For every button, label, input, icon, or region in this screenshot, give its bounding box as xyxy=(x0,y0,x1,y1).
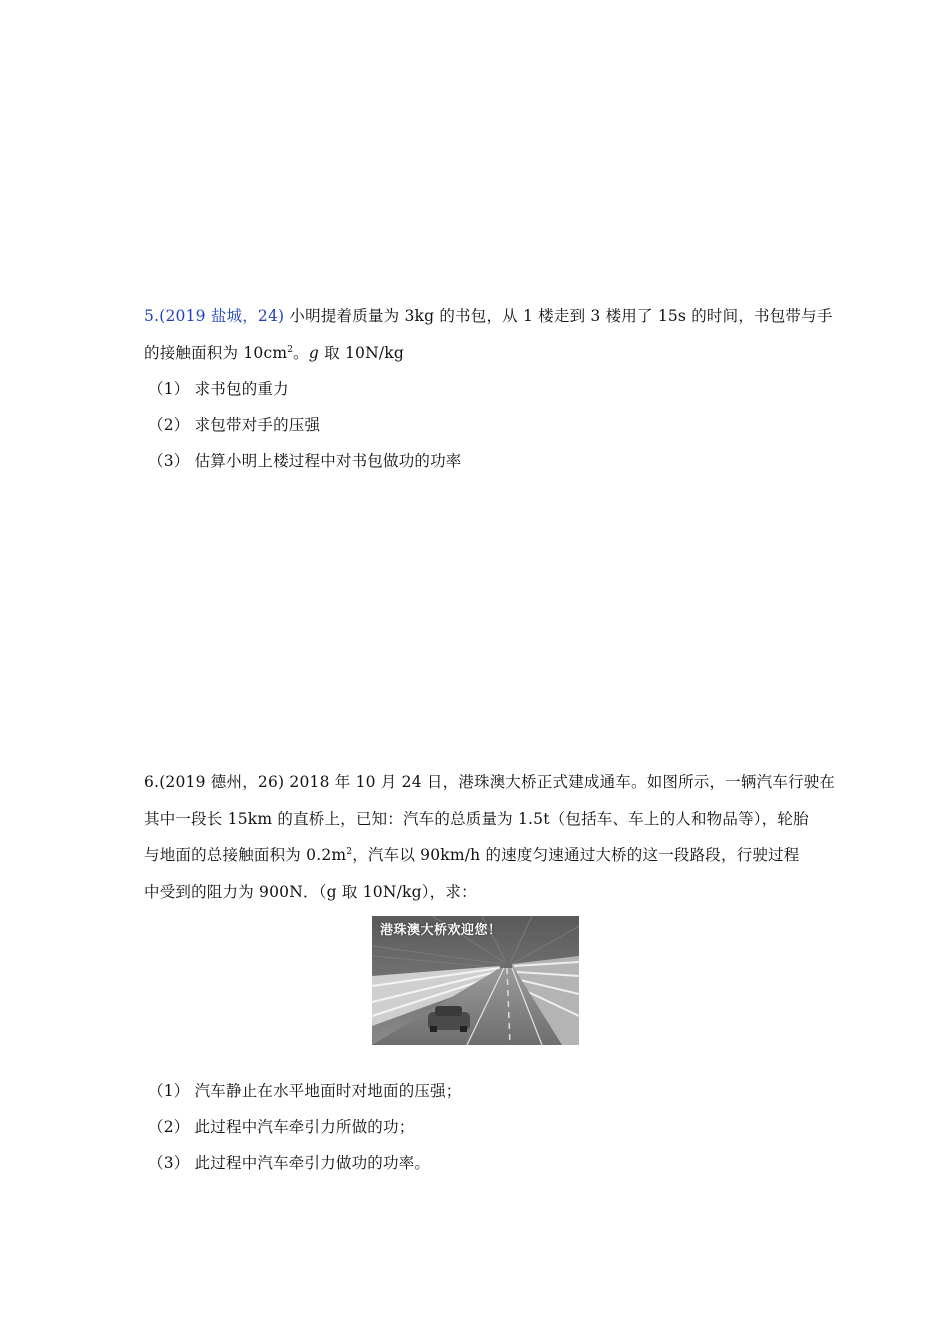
q5-text-2a: 的接触面积为 10cm xyxy=(144,344,288,362)
q6-line-3 xyxy=(144,845,814,865)
q5-part-1: （1） 求书包的重力 xyxy=(148,380,289,398)
q6-superscript: 2 xyxy=(346,846,353,857)
q5-text-1: 小明提着质量为 3kg 的书包，从 1 楼走到 3 楼用了 15s 的时间，书包带与手 xyxy=(284,307,833,325)
q6-text-3b: ，汽车以 90km/h 的速度匀速通过大桥的这一段路段，行驶过程 xyxy=(352,846,800,864)
q5-line-1 xyxy=(144,306,833,326)
q5-line-2 xyxy=(144,343,814,363)
q5-text-2c: 取 10N/kg xyxy=(319,344,404,362)
q5-part-2: （2） 求包带对手的压强 xyxy=(148,416,321,434)
q6-part-2: （2） 此过程中汽车牵引力所做的功； xyxy=(148,1118,415,1136)
q6-part-3: （3） 此过程中汽车牵引力做功的功率。 xyxy=(148,1154,431,1172)
q5-g-symbol: g xyxy=(308,344,319,362)
q5-number: 5. xyxy=(144,307,160,325)
q6-line-2: 其中一段长 15km 的直桥上，已知：汽车的总质量为 1.5t（包括车、车上的人和物品等），轮胎 xyxy=(144,810,809,828)
photo-caption: 港珠澳大桥欢迎您！ xyxy=(380,923,502,938)
q6-part-1: （1） 汽车静止在水平地面时对地面的压强； xyxy=(148,1082,462,1100)
q5-text-2b: 。 xyxy=(293,344,309,362)
q5-source: (2019 盐城，24) xyxy=(159,307,285,325)
q5-superscript: 2 xyxy=(287,344,294,355)
q6-text-3a: 与地面的总接触面积为 0.2m xyxy=(144,846,347,864)
q5-part-3: （3） 估算小明上楼过程中对书包做功的功率 xyxy=(148,452,462,470)
q6-line-4: 中受到的阻力为 900N．（g 取 10N/kg），求： xyxy=(144,883,477,901)
q6-line-1: 6.(2019 德州，26) 2018 年 10 月 24 日，港珠澳大桥正式建成通车。如图所示，一辆汽车行驶在 xyxy=(144,773,836,791)
bridge-tunnel-photo xyxy=(372,916,579,1045)
